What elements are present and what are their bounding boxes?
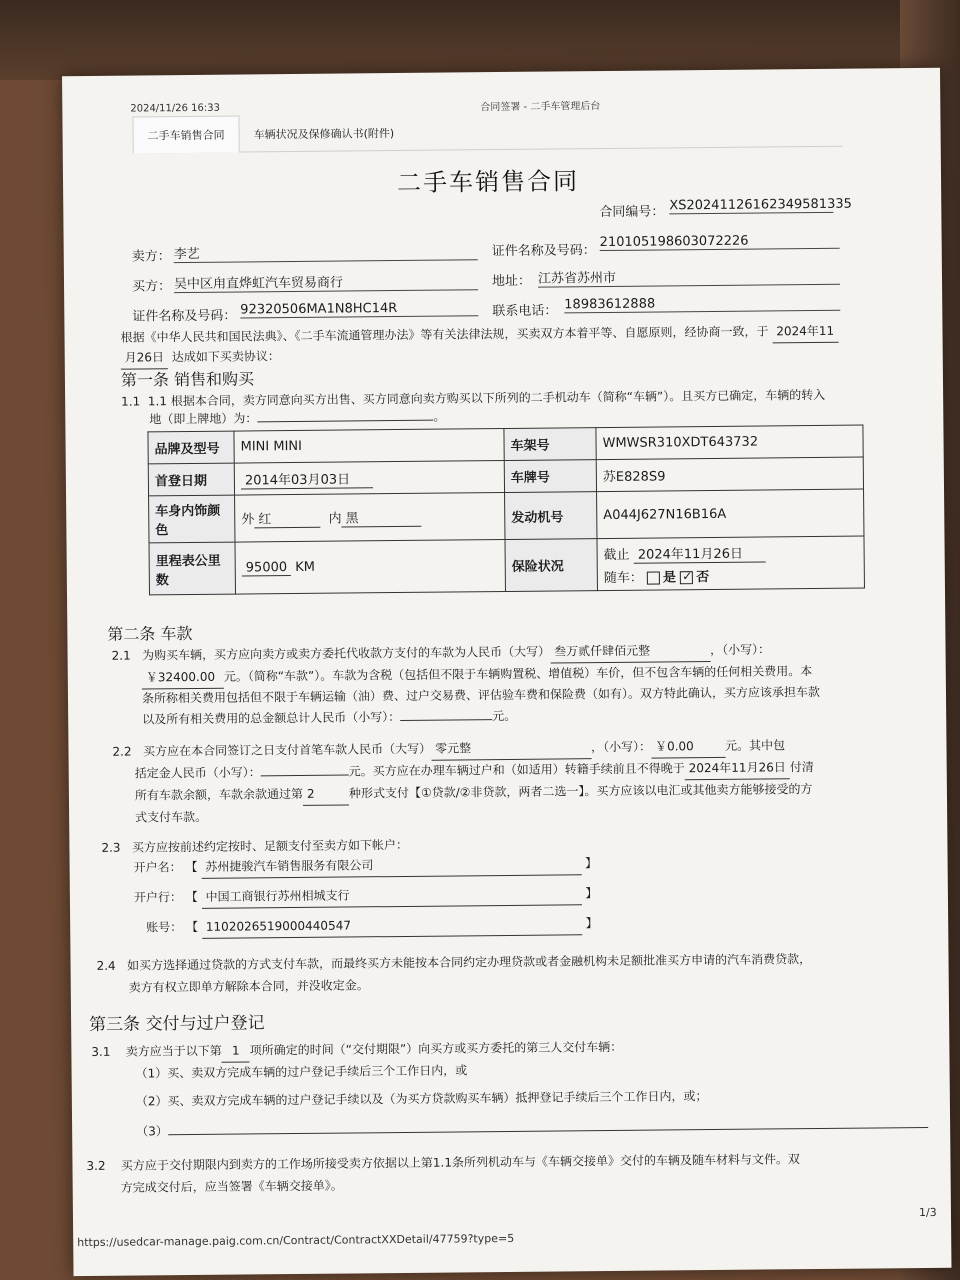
bracket-left: 【	[185, 889, 198, 905]
vehicle-info-table	[147, 425, 865, 596]
color-in-value: 黑	[341, 507, 421, 528]
p21-text-d: 条所称相关费用包括但不限于车辆运输（油）费、过户交易费、评估验车费和保险费（如有）。双方特此确认，买方应该承担车款	[141, 684, 821, 706]
color-label: 车身内饰颜色	[149, 495, 235, 543]
print-page-title: 合同签署 - 二手车管理后台	[480, 101, 601, 114]
page-number: 1/3	[918, 1205, 937, 1220]
bank-label: 开户行：	[133, 890, 182, 905]
no-checkbox[interactable]	[680, 571, 693, 584]
tab-vehicle-condition[interactable]: 车辆状况及保修确认书(附件)	[253, 126, 395, 141]
bracket-left: 【	[185, 919, 199, 935]
color-in-label: 内	[328, 511, 342, 527]
p31-option-2: （2）买、卖双方完成车辆的过户登记手续以及（为买方贷款购买车辆）抵押登记手续后三个工作日内，或；	[135, 1089, 708, 1109]
p22-text-g: 所有车款余额，车款余款通过第	[134, 786, 304, 803]
bank-name: 中国工商银行苏州相城支行	[201, 883, 581, 909]
article2-title: 第二条 车款	[107, 623, 193, 644]
p31-text-a: 卖方应当于以下第	[125, 1043, 222, 1059]
p22-method: 2	[303, 783, 349, 805]
account-no-label: 账号：	[146, 920, 183, 935]
p31-option-3: （3）	[136, 1124, 168, 1139]
preamble-line1	[120, 321, 838, 350]
table-row	[149, 536, 864, 595]
bank-row	[134, 883, 598, 909]
engine-label: 发动机号	[505, 492, 597, 540]
buyer-phone: 18983612888	[564, 295, 840, 314]
color-out-label: 外	[241, 512, 255, 528]
p22-text-e: 元。买方应在办理车辆过户和（如适用）转籍手续前且不得晚于	[348, 761, 685, 779]
bracket-left: 【	[185, 859, 198, 875]
p22-text-d: 括定金人民币（小写）：	[134, 765, 261, 781]
with-car-label: 随车：	[603, 570, 643, 586]
seller-name: 李艺	[174, 240, 478, 263]
table-row	[149, 489, 864, 543]
insurance-label: 保险状况	[505, 539, 597, 592]
article1-title: 第一条 销售和购买	[120, 369, 255, 390]
brand-label: 品牌及型号	[148, 431, 234, 464]
mileage-unit: KM	[295, 559, 316, 575]
print-datetime: 2024/11/26 16:33	[130, 102, 221, 115]
plate-value: 苏E828S9	[596, 457, 863, 492]
first-reg-value: 2014年03月03日	[241, 468, 373, 489]
color-out-value: 红	[254, 508, 320, 529]
bracket-right: 】	[585, 886, 598, 901]
phone-label: 联系电话：	[492, 303, 558, 320]
p31-option-1: （1）买、卖双方完成车辆的过户登记手续后三个工作日内，或	[135, 1063, 468, 1081]
insurance-cell	[597, 536, 864, 591]
contract-no-label: 合同编号：	[599, 204, 665, 221]
bracket-right: 】	[585, 916, 598, 931]
seller-id-label: 证件名称及号码：	[491, 243, 596, 260]
mileage-value: 95000	[242, 560, 292, 576]
p24-line1	[96, 949, 811, 977]
preamble-text-2: 达成如下买卖协议：	[171, 349, 280, 365]
p21-line4	[142, 706, 516, 731]
account-name-row	[134, 853, 598, 879]
buyer-id: 92320506MA1N8HC14R	[240, 300, 478, 318]
tab-bar	[132, 111, 842, 154]
first-reg-cell	[234, 460, 504, 495]
p22-text-b: ，（小写）：	[590, 739, 652, 755]
preamble-text: 根据《中华人民共和国民法典》、《二手车流通管理办法》等有关法律法规，买卖双方本着平等、自愿原则，经协商一致，于	[120, 324, 769, 345]
registration-place-blank	[257, 407, 433, 423]
p22-text-i: 式支付车款。	[135, 809, 208, 825]
preamble-date-a: 2024年11	[772, 321, 838, 344]
article1-p11-line2	[149, 407, 445, 431]
p31-text-b: 项所确定的时间（“交付期限”）向买方或买方委托的第三人交付车辆：	[249, 1039, 623, 1058]
p24-text-b: 卖方有权立即单方解除本合同，并没收定金。	[128, 978, 369, 995]
p22-date: 2024年11月26日	[685, 757, 790, 780]
p32-text-a: 买方应于交付期限内到卖方的工作场所接受卖方依据以上第1.1条所列机动车与《车辆交接单》交付的车辆及随车材料与文件。双	[120, 1152, 800, 1173]
insurance-until-label: 截止	[603, 547, 630, 563]
insurance-until-row	[604, 541, 858, 563]
p21-text-c: 元。（简称“车款”）。车款为含税（包括但不限于车辆购置税、增值税）车价，但不包含车辆的任何相关费用。本	[223, 664, 813, 684]
brand-value: MINI MINI	[234, 428, 504, 463]
preamble-date-b: 月26日	[121, 347, 168, 369]
plate-label: 车牌号	[504, 460, 596, 493]
p21-text-e: 以及所有相关费用的总金额总计人民币（小写）：	[142, 709, 401, 727]
vin-label: 车架号	[504, 428, 596, 461]
p31-item: 1	[222, 1040, 250, 1062]
p31-option-3-blank	[168, 1114, 928, 1135]
yes-checkbox[interactable]	[647, 571, 660, 584]
p31-option-3-row	[136, 1114, 928, 1143]
mileage-cell	[235, 539, 505, 594]
article1-text-2: 地（即上牌地）为：	[149, 411, 258, 427]
p32-text-b: 方完成交付后，应当签署《车辆交接单》。	[120, 1178, 343, 1195]
p32-line1	[86, 1149, 800, 1177]
article1-num: 1.1	[121, 394, 141, 409]
seller-label: 卖方：	[131, 249, 171, 265]
p22-deposit-blank	[261, 761, 349, 776]
p21-text-a: 为购买车辆，买方应向卖方或卖方委托代收款方支付的车款为人民币（大写）	[142, 644, 551, 663]
p22-text-f: 付清	[789, 760, 814, 775]
p21-num: 2.1	[111, 648, 131, 663]
p22-amount-upper: 零元整	[431, 737, 591, 761]
p23-text-a: 买方应按前述约定按时、足额支付至卖方如下帐户：	[131, 837, 409, 855]
tab-sales-contract[interactable]: 二手车销售合同	[132, 116, 239, 154]
seller-id: 210105198603072226	[600, 233, 840, 251]
with-car-row	[604, 564, 858, 585]
buyer-label: 买方：	[131, 279, 172, 295]
insurance-until-value: 2024年11月26日	[634, 542, 766, 563]
yes-label: 是	[662, 569, 677, 585]
account-name-label: 开户名：	[133, 860, 182, 875]
article1-text-2-end: 。	[433, 409, 446, 424]
bracket-right: 】	[585, 856, 598, 871]
print-url: https://usedcar-manage.paig.com.cn/Contract/ContractXXDetail/47759?type=5	[77, 1231, 515, 1250]
p21-text-b: ，（小写）：	[710, 642, 771, 658]
p22-text-h: 种形式支付【①贷款/②非贷款，两者二选一】。买方应该以电汇或其他卖方能够接受的方	[348, 782, 813, 801]
buyer-id-label: 证件名称及号码：	[132, 308, 237, 325]
buyer-name: 吴中区甪直烨虹汽车贸易商行	[174, 270, 478, 293]
p24-text-a: 如买方选择通过贷款的方式支付车款，而最终买方未能按本合同约定办理贷款或者金融机构未足额批准买方申请的汽车消费贷款，	[127, 952, 812, 973]
p22-amount: ￥0.00	[651, 736, 725, 759]
account-no: 1102026519000440547	[202, 913, 582, 939]
mileage-label: 里程表公里数	[149, 542, 235, 595]
p21-total-blank	[400, 706, 492, 721]
p32-num: 3.2	[86, 1158, 106, 1174]
account-no-row	[146, 913, 598, 939]
p21-amount-upper: 叁万贰仟肆佰元整	[550, 640, 710, 664]
account-name: 苏州捷骏汽车销售服务有限公司	[201, 853, 581, 879]
p23-num: 2.3	[101, 840, 121, 855]
address-label: 地址：	[491, 273, 532, 290]
first-reg-label: 首登日期	[148, 463, 234, 496]
contract-no: XS20241126162349581335	[669, 196, 852, 214]
p24-num: 2.4	[96, 958, 116, 973]
article3-title: 第三条 交付与过户登记	[89, 1013, 265, 1035]
p31-line1	[91, 1037, 622, 1064]
article1-text-1: 1.1 根据本合同，卖方同意向买方出售、买方同意向卖方购买以下所列的二手机动车（简称“车辆”）。且买方已确定，车辆的转入	[147, 387, 826, 409]
color-cell	[235, 492, 505, 542]
p22-text-c: 元。其中包	[724, 738, 786, 753]
contract-page	[62, 68, 951, 1276]
no-label: 否	[696, 569, 710, 585]
p31-num: 3.1	[91, 1044, 111, 1059]
p22-num: 2.2	[112, 744, 132, 759]
p21-amount: ￥32400.00	[142, 667, 224, 690]
p22-text-a: 买方应在本合同签订之日支付首笔车款人民币（大写）	[142, 741, 432, 759]
p21-text-f: 元。	[492, 708, 517, 724]
vin-value: WMWSR310XDT643732	[596, 425, 863, 460]
document-title: 二手车销售合同	[396, 167, 580, 198]
engine-value: A044J627N16B16A	[597, 489, 864, 539]
buyer-address: 江苏省苏州市	[538, 265, 840, 288]
